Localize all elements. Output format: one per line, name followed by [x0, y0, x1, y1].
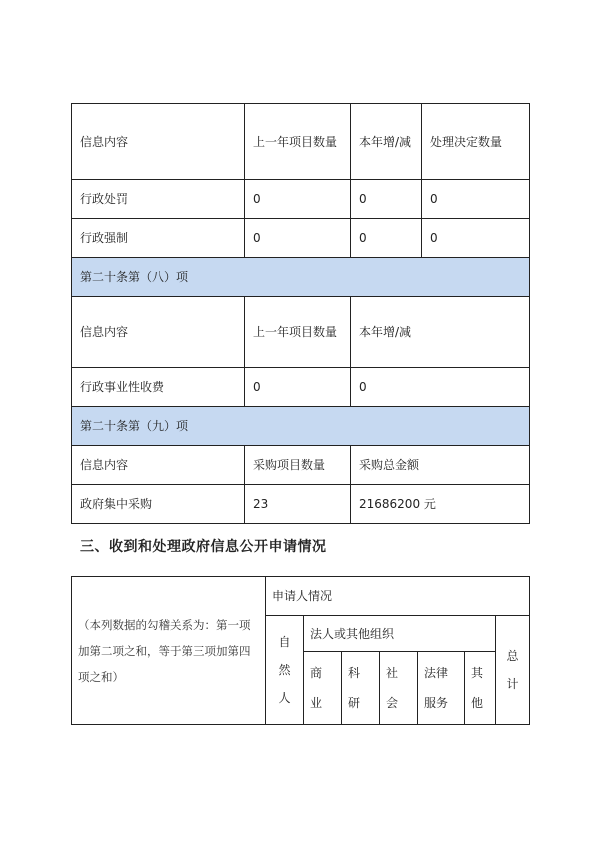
header-cell: 采购项目数量 [245, 446, 351, 485]
table-cell: 0 [422, 180, 530, 219]
header-cell: 信息内容 [72, 446, 245, 485]
header-cell: 处理决定数量 [422, 104, 530, 180]
legal-org-header: 法人或其他组织 [304, 616, 496, 652]
table-cell: 0 [245, 368, 351, 407]
table-cell: 行政处罚 [72, 180, 245, 219]
table-header-row [72, 446, 530, 485]
table-header-row [72, 297, 530, 368]
applicant-header: 申请人情况 [266, 577, 530, 616]
table-row [72, 368, 530, 407]
table-header-row [72, 104, 530, 180]
sub-header-commercial [304, 652, 342, 725]
sub-header-text: 社 [386, 666, 399, 680]
natural-person-cell [266, 616, 304, 725]
vertical-char: 总 [506, 649, 519, 663]
sub-header-text: 法律 [424, 666, 449, 680]
table-cell: 0 [245, 180, 351, 219]
header-cell: 采购总金额 [351, 446, 530, 485]
sub-header-text: 研 [348, 696, 361, 710]
note-cell: （本列数据的勾稽关系为：第一项加第二项之和，等于第三项加第四项之和） [72, 577, 266, 725]
header-cell: 信息内容 [72, 104, 245, 180]
table-cell: 0 [351, 219, 422, 258]
section-heading: 三、收到和处理政府信息公开申请情况 [80, 539, 327, 555]
table-row [72, 219, 530, 258]
sub-header-text: 其 [471, 666, 484, 680]
sub-header-research [342, 652, 380, 725]
section-band: 第二十条第（八）项 [72, 258, 530, 297]
table-cell: 政府集中采购 [72, 485, 245, 524]
vertical-char: 然 [278, 663, 291, 677]
table-cell: 21686200 元 [351, 485, 530, 524]
total-cell [496, 616, 530, 725]
table-row [72, 577, 530, 616]
vertical-char: 计 [506, 677, 519, 691]
vertical-char: 自 [278, 635, 291, 649]
header-cell: 上一年项目数量 [245, 104, 351, 180]
table-cell: 0 [245, 219, 351, 258]
header-cell: 信息内容 [72, 297, 245, 368]
sub-header-text: 服务 [424, 696, 449, 710]
header-cell: 上一年项目数量 [245, 297, 351, 368]
header-cell: 本年增/减 [351, 104, 422, 180]
table-cell: 行政强制 [72, 219, 245, 258]
table-cell: 0 [351, 180, 422, 219]
sub-header-text: 他 [471, 696, 484, 710]
table-cell: 0 [422, 219, 530, 258]
table-cell: 行政事业性收费 [72, 368, 245, 407]
table-cell: 0 [351, 368, 530, 407]
sub-header-text: 商 [310, 666, 323, 680]
sub-header-social [380, 652, 418, 725]
table-cell: 23 [245, 485, 351, 524]
section-band-row [72, 407, 530, 446]
application-table [71, 576, 530, 725]
section-band: 第二十条第（九）项 [72, 407, 530, 446]
sub-header-legal [418, 652, 465, 725]
table-row [72, 180, 530, 219]
sub-header-other [465, 652, 496, 725]
sub-header-text: 业 [310, 696, 323, 710]
header-cell: 本年增/减 [351, 297, 530, 368]
table-row [72, 485, 530, 524]
sub-header-text: 科 [348, 666, 361, 680]
section-band-row [72, 258, 530, 297]
disclosure-table [71, 103, 530, 524]
sub-header-text: 会 [386, 696, 399, 710]
vertical-char: 人 [278, 691, 291, 705]
